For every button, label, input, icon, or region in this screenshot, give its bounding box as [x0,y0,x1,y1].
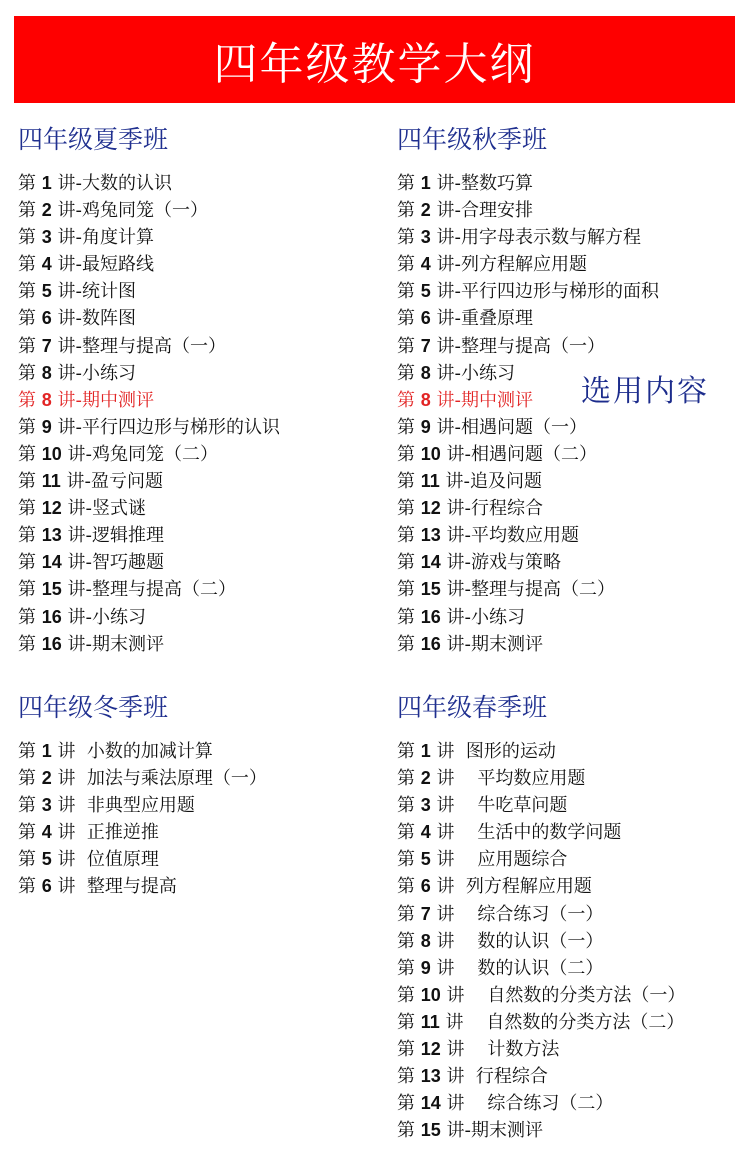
lesson-item [397,224,659,251]
lesson-title: 讲-相遇问题（二） [440,443,597,465]
lesson-title: 讲-盈亏问题 [60,471,163,493]
lesson-item [18,792,267,819]
lesson-title: 讲-统计图 [51,281,136,303]
lesson-title: 讲-整理与提高（一） [51,335,226,357]
lesson-item [397,549,659,576]
lesson-title: 讲-鸡兔同笼（二） [61,443,218,465]
lesson-item [397,928,685,955]
lesson-title: 讲 应用题综合 [430,849,568,871]
lesson-title: 讲-重叠原理 [430,308,533,330]
lesson-title: 讲 计数方法 [440,1039,560,1061]
lesson-prefix: 第 [397,1093,421,1115]
lesson-item [18,170,280,197]
lesson-number: 16 [420,606,441,627]
lesson-item [397,1009,685,1036]
lesson-prefix: 第 [397,795,421,817]
lesson-item [18,360,280,387]
lesson-list-winter [18,738,267,901]
lesson-item [397,631,659,658]
section-title-winter: 四年级冬季班 [18,693,169,722]
title-banner [14,16,735,103]
lesson-prefix: 第 [397,579,421,601]
lesson-list-spring [397,738,685,1144]
lesson-number: 1 [420,173,431,193]
section-spring [397,688,685,1144]
lesson-prefix: 第 [397,876,421,898]
lesson-title: 讲-行程综合 [440,498,543,520]
lesson-item [397,1036,685,1063]
lesson-number: 15 [420,1120,441,1141]
lesson-number: 11 [420,1011,440,1032]
lesson-title: 讲 正推逆推 [51,822,159,844]
lesson-title: 讲 行程综合 [440,1066,548,1088]
lesson-item [18,846,267,873]
lesson-prefix: 第 [397,849,421,871]
lesson-number: 13 [420,525,441,546]
lesson-title: 讲-角度计算 [51,227,154,249]
lesson-prefix: 第 [397,903,421,925]
section-title-autumn: 四年级秋季班 [397,125,548,154]
lesson-prefix: 第 [397,362,421,384]
lesson-number: 13 [420,1066,441,1087]
lesson-item [397,414,659,441]
lesson-number: 3 [41,227,52,248]
lesson-number: 7 [420,335,431,356]
lesson-title: 讲-最短路线 [51,254,154,276]
lesson-prefix: 第 [18,416,42,438]
lesson-number: 4 [41,254,52,275]
lesson-title: 讲-平行四边形与梯形的面积 [430,281,659,303]
lesson-title: 讲-平行四边形与梯形的认识 [51,416,280,438]
lesson-prefix: 第 [18,849,42,871]
lesson-number: 14 [41,552,62,573]
lesson-number: 12 [420,1039,441,1060]
lesson-title: 讲-合理安排 [430,200,533,222]
lesson-number: 14 [420,1093,441,1114]
lesson-prefix: 第 [18,876,42,898]
lesson-prefix: 第 [397,227,421,249]
lesson-prefix: 第 [18,525,42,547]
lesson-title: 讲-期末测评 [61,633,164,655]
lesson-item [397,846,685,873]
lesson-title: 讲-鸡兔同笼（一） [51,200,208,222]
lesson-prefix: 第 [397,525,421,547]
lesson-prefix: 第 [18,335,42,357]
lesson-title: 讲-小练习 [61,606,146,628]
lesson-number: 5 [420,849,431,870]
lesson-number: 5 [41,281,52,302]
lesson-item [397,251,659,278]
lesson-number: 16 [41,606,62,627]
lesson-number: 15 [41,579,62,600]
lesson-number: 10 [420,984,441,1005]
lesson-item [397,305,659,332]
lesson-item [18,441,280,468]
lesson-number: 12 [41,498,62,519]
lesson-item [397,468,659,495]
lesson-item [18,631,280,658]
lesson-item [18,522,280,549]
lesson-title: 讲-整数巧算 [430,173,533,194]
lesson-prefix: 第 [397,173,421,194]
lesson-title: 讲-追及问题 [439,471,542,493]
lesson-number: 5 [420,281,431,302]
section-summer [18,120,280,658]
lesson-number: 8 [420,930,431,951]
lesson-number: 3 [41,795,52,816]
lesson-prefix: 第 [397,308,421,330]
lesson-item [18,414,280,441]
lesson-prefix: 第 [397,254,421,276]
lesson-number: 5 [41,849,52,870]
lesson-number: 9 [41,416,52,437]
lesson-title: 讲-平均数应用题 [440,525,579,547]
section-title-summer: 四年级夏季班 [18,125,169,154]
lesson-number: 1 [420,741,431,761]
lesson-title: 讲-大数的认识 [51,173,172,194]
lesson-title: 讲-竖式谜 [61,498,146,520]
lesson-number: 14 [420,552,441,573]
lesson-title: 讲 平均数应用题 [430,768,586,790]
lesson-item [397,333,659,360]
lesson-number: 10 [41,443,62,464]
lesson-number: 9 [420,416,431,437]
lesson-title: 讲 自然数的分类方法（一） [440,984,686,1006]
lesson-prefix: 第 [397,443,421,465]
lesson-title: 讲 综合练习（一） [430,903,604,925]
lesson-item [397,495,659,522]
optional-content-note: 选用内容 [581,374,709,409]
lesson-prefix: 第 [397,606,421,628]
lesson-item [18,604,280,631]
lesson-item [18,333,280,360]
lesson-prefix: 第 [397,281,421,303]
lesson-item [397,792,685,819]
lesson-number: 6 [41,308,52,329]
lesson-item [18,251,280,278]
lesson-item [18,765,267,792]
lesson-title: 讲 数的认识（一） [430,930,604,952]
lesson-number: 8 [420,389,431,410]
lesson-list-summer [18,170,280,658]
lesson-number: 1 [41,741,52,761]
lesson-prefix: 第 [18,822,42,844]
lesson-number: 2 [41,200,52,221]
lesson-prefix: 第 [18,741,42,762]
lesson-title: 讲 综合练习（二） [440,1093,614,1115]
lesson-item [397,197,659,224]
lesson-item [397,765,685,792]
lesson-prefix: 第 [397,335,421,357]
lesson-title: 讲 非典型应用题 [51,795,195,817]
lesson-prefix: 第 [397,957,421,979]
lesson-prefix: 第 [18,795,42,817]
lesson-prefix: 第 [397,822,421,844]
lesson-title: 讲-游戏与策略 [440,552,561,574]
lesson-title: 讲-期中测评 [51,389,154,411]
section-winter [18,688,267,901]
lesson-number: 11 [420,471,440,492]
lesson-number: 11 [41,471,61,492]
lesson-item [397,604,659,631]
lesson-item [397,522,659,549]
lesson-prefix: 第 [397,416,421,438]
lesson-prefix: 第 [397,633,421,655]
lesson-prefix: 第 [18,200,42,222]
lesson-number: 13 [41,525,62,546]
lesson-item [18,224,280,251]
lesson-number: 4 [420,254,431,275]
lesson-title: 讲-期末测评 [440,1120,543,1142]
lesson-item [18,305,280,332]
lesson-title: 讲-整理与提高（二） [440,579,615,601]
lesson-number: 3 [420,795,431,816]
lesson-prefix: 第 [397,200,421,222]
lesson-item [18,468,280,495]
lesson-item [18,387,280,414]
lesson-prefix: 第 [18,254,42,276]
lesson-item [397,170,659,197]
lesson-number: 7 [420,903,431,924]
lesson-prefix: 第 [18,389,42,411]
lesson-item [18,495,280,522]
lesson-title: 讲 自然数的分类方法（二） [439,1011,685,1033]
lesson-number: 4 [420,822,431,843]
lesson-title: 讲-智巧趣题 [61,552,164,574]
lesson-number: 1 [41,173,52,193]
lesson-prefix: 第 [397,1066,421,1088]
page-title: 四年级教学大纲 [213,38,536,90]
lesson-item [397,955,685,982]
lesson-item [397,738,685,765]
lesson-title: 讲-相遇问题（一） [430,416,587,438]
lesson-title: 讲-期末测评 [440,633,543,655]
lesson-prefix: 第 [397,1039,421,1061]
lesson-prefix: 第 [18,579,42,601]
lesson-title: 讲-整理与提高（一） [430,335,605,357]
lesson-title: 讲-列方程解应用题 [430,254,587,276]
lesson-number: 8 [41,389,52,410]
lesson-prefix: 第 [397,1011,421,1033]
lesson-prefix: 第 [397,471,421,493]
lesson-title: 讲 列方程解应用题 [430,876,592,898]
lesson-title: 讲 牛吃草问题 [430,795,568,817]
lesson-list-autumn [397,170,659,658]
lesson-prefix: 第 [397,930,421,952]
lesson-item [397,982,685,1009]
lesson-prefix: 第 [18,471,42,493]
lesson-item [18,549,280,576]
lesson-item [397,1117,685,1144]
lesson-item [18,738,267,765]
lesson-item [18,278,280,305]
lesson-title: 讲-期中测评 [430,389,533,411]
lesson-item [397,873,685,900]
lesson-number: 10 [420,443,441,464]
lesson-number: 6 [41,876,52,897]
lesson-number: 3 [420,227,431,248]
lesson-title: 讲 图形的运动 [430,741,556,762]
lesson-number: 8 [420,362,431,383]
lesson-prefix: 第 [18,552,42,574]
lesson-prefix: 第 [397,768,421,790]
lesson-prefix: 第 [397,498,421,520]
lesson-title: 讲 小数的加减计算 [51,741,213,762]
lesson-title: 讲-数阵图 [51,308,136,330]
lesson-number: 2 [41,768,52,789]
lesson-prefix: 第 [18,173,42,194]
lesson-prefix: 第 [18,227,42,249]
lesson-number: 7 [41,335,52,356]
lesson-title: 讲 生活中的数学问题 [430,822,622,844]
lesson-prefix: 第 [397,741,421,762]
lesson-title: 讲-用字母表示数与解方程 [430,227,641,249]
lesson-title: 讲-小练习 [430,362,515,384]
lesson-item [18,197,280,224]
lesson-prefix: 第 [18,498,42,520]
lesson-number: 2 [420,768,431,789]
lesson-number: 12 [420,498,441,519]
lesson-prefix: 第 [397,552,421,574]
lesson-item [18,873,267,900]
lesson-number: 6 [420,308,431,329]
lesson-title: 讲 数的认识（二） [430,957,604,979]
lesson-number: 8 [41,362,52,383]
lesson-number: 15 [420,579,441,600]
lesson-title: 讲-逻辑推理 [61,525,164,547]
section-title-spring: 四年级春季班 [397,693,548,722]
lesson-prefix: 第 [397,1120,421,1142]
lesson-number: 9 [420,957,431,978]
lesson-number: 16 [41,633,62,654]
lesson-item [397,901,685,928]
lesson-prefix: 第 [397,389,421,411]
lesson-title: 讲 位值原理 [51,849,159,871]
lesson-title: 讲-小练习 [51,362,136,384]
lesson-prefix: 第 [18,633,42,655]
lesson-item [397,278,659,305]
lesson-item [397,576,659,603]
lesson-item [397,441,659,468]
lesson-prefix: 第 [397,984,421,1006]
lesson-number: 4 [41,822,52,843]
lesson-item [18,819,267,846]
lesson-prefix: 第 [18,768,42,790]
lesson-title: 讲 整理与提高 [51,876,177,898]
lesson-number: 16 [420,633,441,654]
lesson-item [18,576,280,603]
lesson-number: 6 [420,876,431,897]
lesson-number: 2 [420,200,431,221]
lesson-item [397,819,685,846]
lesson-prefix: 第 [18,281,42,303]
lesson-title: 讲-小练习 [440,606,525,628]
lesson-title: 讲-整理与提高（二） [61,579,236,601]
lesson-prefix: 第 [18,362,42,384]
lesson-prefix: 第 [18,443,42,465]
lesson-prefix: 第 [18,308,42,330]
lesson-prefix: 第 [18,606,42,628]
lesson-item [397,1090,685,1117]
lesson-item [397,1063,685,1090]
lesson-title: 讲 加法与乘法原理（一） [51,768,267,790]
